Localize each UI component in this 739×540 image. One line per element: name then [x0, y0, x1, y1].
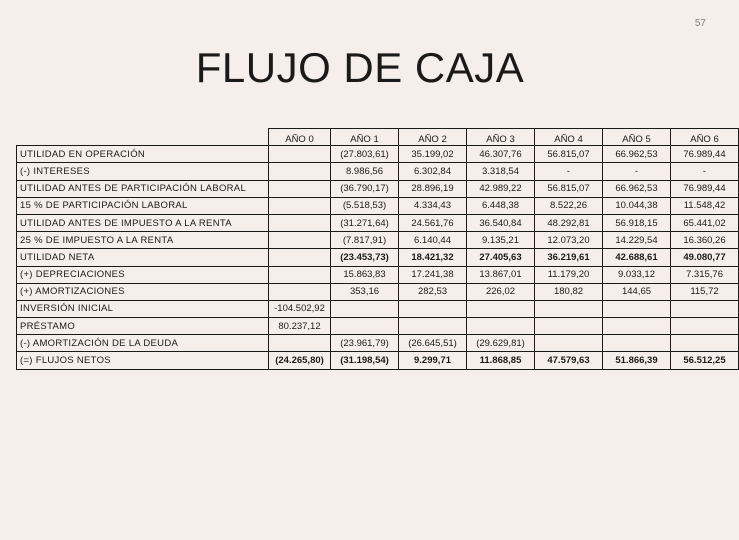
table-cell: 15.863,83 — [331, 266, 399, 283]
row-gap — [257, 214, 269, 231]
slide-number: 57 — [694, 18, 706, 29]
table-cell: 11.868,85 — [467, 352, 535, 369]
row-gap — [257, 266, 269, 283]
header-corner — [17, 129, 257, 146]
table-cell — [269, 283, 331, 300]
table-cell: 9.135,21 — [467, 232, 535, 249]
table-cell: (7.817,91) — [331, 232, 399, 249]
row-label: UTILIDAD ANTES DE PARTICIPACIÓN LABORAL — [17, 180, 257, 197]
table-cell — [671, 300, 739, 317]
column-header: AÑO 0 — [269, 129, 331, 146]
table-row — [17, 180, 739, 197]
table-cell: 36.219,61 — [535, 249, 603, 266]
table-cell — [331, 300, 399, 317]
table-cell: 115,72 — [671, 283, 739, 300]
table-cell: (31.271,64) — [331, 214, 399, 231]
table-cell: 51.866,39 — [603, 352, 671, 369]
table-cell — [269, 335, 331, 352]
table-cell: 28.896,19 — [399, 180, 467, 197]
table-cell: (23.453,73) — [331, 249, 399, 266]
table-cell: 8.986,56 — [331, 163, 399, 180]
table-cell: 56.815,07 — [535, 146, 603, 163]
table-cell: 10.044,38 — [603, 197, 671, 214]
table-cell: 80.237,12 — [269, 318, 331, 335]
table-cell: 6.448,38 — [467, 197, 535, 214]
page-title: FLUJO DE CAJA — [195, 44, 525, 91]
table-cell: 14.229,54 — [603, 232, 671, 249]
row-label: (-) INTERESES — [17, 163, 257, 180]
table-cell — [269, 197, 331, 214]
table-cell: 49.080,77 — [671, 249, 739, 266]
table-cell: - — [671, 163, 739, 180]
column-header: AÑO 1 — [331, 129, 399, 146]
row-label: 25 % DE IMPUESTO A LA RENTA — [17, 232, 257, 249]
table-cell — [269, 180, 331, 197]
table-cell: 3.318,54 — [467, 163, 535, 180]
table-cell — [269, 249, 331, 266]
table-row — [17, 335, 739, 352]
row-label: (-) AMORTIZACIÓN DE LA DEUDA — [17, 335, 257, 352]
table-cell — [467, 318, 535, 335]
table-cell: - — [603, 163, 671, 180]
table-cell — [331, 318, 399, 335]
table-cell — [671, 318, 739, 335]
row-gap — [257, 300, 269, 317]
table-cell — [535, 335, 603, 352]
table-cell: 27.405,63 — [467, 249, 535, 266]
row-gap — [257, 335, 269, 352]
table-cell: 35.199,02 — [399, 146, 467, 163]
table-cell: 47.579,63 — [535, 352, 603, 369]
table-cell: 24.561,76 — [399, 214, 467, 231]
column-header: AÑO 3 — [467, 129, 535, 146]
column-header: AÑO 2 — [399, 129, 467, 146]
table-cell: 9.299,71 — [399, 352, 467, 369]
table-cell — [603, 300, 671, 317]
table-cell — [467, 300, 535, 317]
table-cell: 42.688,61 — [603, 249, 671, 266]
table-cell: 65.441,02 — [671, 214, 739, 231]
row-gap — [257, 232, 269, 249]
table-cell: 17.241,38 — [399, 266, 467, 283]
table-body — [17, 146, 739, 369]
table-row — [17, 300, 739, 317]
table-cell: 353,16 — [331, 283, 399, 300]
row-label: INVERSIÓN INICIAL — [17, 300, 257, 317]
table-cell: 9.033,12 — [603, 266, 671, 283]
table-cell: 66.962,53 — [603, 146, 671, 163]
row-label: (+) AMORTIZACIONES — [17, 283, 257, 300]
table-row — [17, 266, 739, 283]
table-cell — [535, 300, 603, 317]
table-cell — [269, 214, 331, 231]
row-gap — [257, 352, 269, 369]
table-cell: 11.548,42 — [671, 197, 739, 214]
table-row — [17, 249, 739, 266]
table-cell: (26.645,51) — [399, 335, 467, 352]
row-gap — [257, 163, 269, 180]
table-cell: 8.522,26 — [535, 197, 603, 214]
table-cell — [399, 318, 467, 335]
table-cell — [399, 300, 467, 317]
table-cell: (24.265,80) — [269, 352, 331, 369]
table-cell — [269, 266, 331, 283]
row-gap — [257, 197, 269, 214]
table-cell — [269, 146, 331, 163]
header-gap — [257, 129, 269, 146]
table-cell — [269, 163, 331, 180]
row-gap — [257, 283, 269, 300]
table-cell: 11.179,20 — [535, 266, 603, 283]
table-cell: 180,82 — [535, 283, 603, 300]
table-cell: 36.540,84 — [467, 214, 535, 231]
table-cell: (31.198,54) — [331, 352, 399, 369]
table-cell: 56.815,07 — [535, 180, 603, 197]
table-cell: 66.962,53 — [603, 180, 671, 197]
row-label: PRÉSTAMO — [17, 318, 257, 335]
row-label: (=) FLUJOS NETOS — [17, 352, 257, 369]
table-cell: 18.421,32 — [399, 249, 467, 266]
row-label: UTILIDAD EN OPERACIÓN — [17, 146, 257, 163]
table-cell: -104.502,92 — [269, 300, 331, 317]
table-cell: (29.629,81) — [467, 335, 535, 352]
table-cell: - — [535, 163, 603, 180]
row-label: UTILIDAD NETA — [17, 249, 257, 266]
table-cell — [603, 335, 671, 352]
header-row — [17, 129, 739, 146]
table-cell: 76.989,44 — [671, 146, 739, 163]
table-cell: (27.803,61) — [331, 146, 399, 163]
table-row — [17, 283, 739, 300]
column-header: AÑO 6 — [671, 129, 739, 146]
table-cell: 42.989,22 — [467, 180, 535, 197]
row-label: (+) DEPRECIACIONES — [17, 266, 257, 283]
table-cell: (5.518,53) — [331, 197, 399, 214]
row-gap — [257, 249, 269, 266]
table-cell: 16.360,26 — [671, 232, 739, 249]
table-cell: 12.073,20 — [535, 232, 603, 249]
table-cell: 4.334,43 — [399, 197, 467, 214]
table-cell — [671, 335, 739, 352]
table-cell: 56.512,25 — [671, 352, 739, 369]
table-cell: 13.867,01 — [467, 266, 535, 283]
row-gap — [257, 180, 269, 197]
table-row — [17, 214, 739, 231]
table-row — [17, 197, 739, 214]
cash-flow-table — [16, 128, 739, 370]
table-cell: 7.315,76 — [671, 266, 739, 283]
row-label: UTILIDAD ANTES DE IMPUESTO A LA RENTA — [17, 214, 257, 231]
table-cell — [269, 232, 331, 249]
table-cell: 56.918,15 — [603, 214, 671, 231]
table-row — [17, 163, 739, 180]
row-label: 15 % DE PARTICIPACIÓN LABORAL — [17, 197, 257, 214]
table-cell: 6.302,84 — [399, 163, 467, 180]
table-cell — [603, 318, 671, 335]
table-row — [17, 352, 739, 369]
row-gap — [257, 318, 269, 335]
table-row — [17, 318, 739, 335]
table-row — [17, 146, 739, 163]
table-cell: 46.307,76 — [467, 146, 535, 163]
table-cell: (36.790,17) — [331, 180, 399, 197]
table-cell — [535, 318, 603, 335]
table-row — [17, 232, 739, 249]
table-cell: (23.961,79) — [331, 335, 399, 352]
table-cell: 282,53 — [399, 283, 467, 300]
column-header: AÑO 4 — [535, 129, 603, 146]
table-cell: 6.140,44 — [399, 232, 467, 249]
column-header: AÑO 5 — [603, 129, 671, 146]
table-cell: 76.989,44 — [671, 180, 739, 197]
row-gap — [257, 146, 269, 163]
table-cell: 144,65 — [603, 283, 671, 300]
table-cell: 48.292,81 — [535, 214, 603, 231]
table-cell: 226,02 — [467, 283, 535, 300]
